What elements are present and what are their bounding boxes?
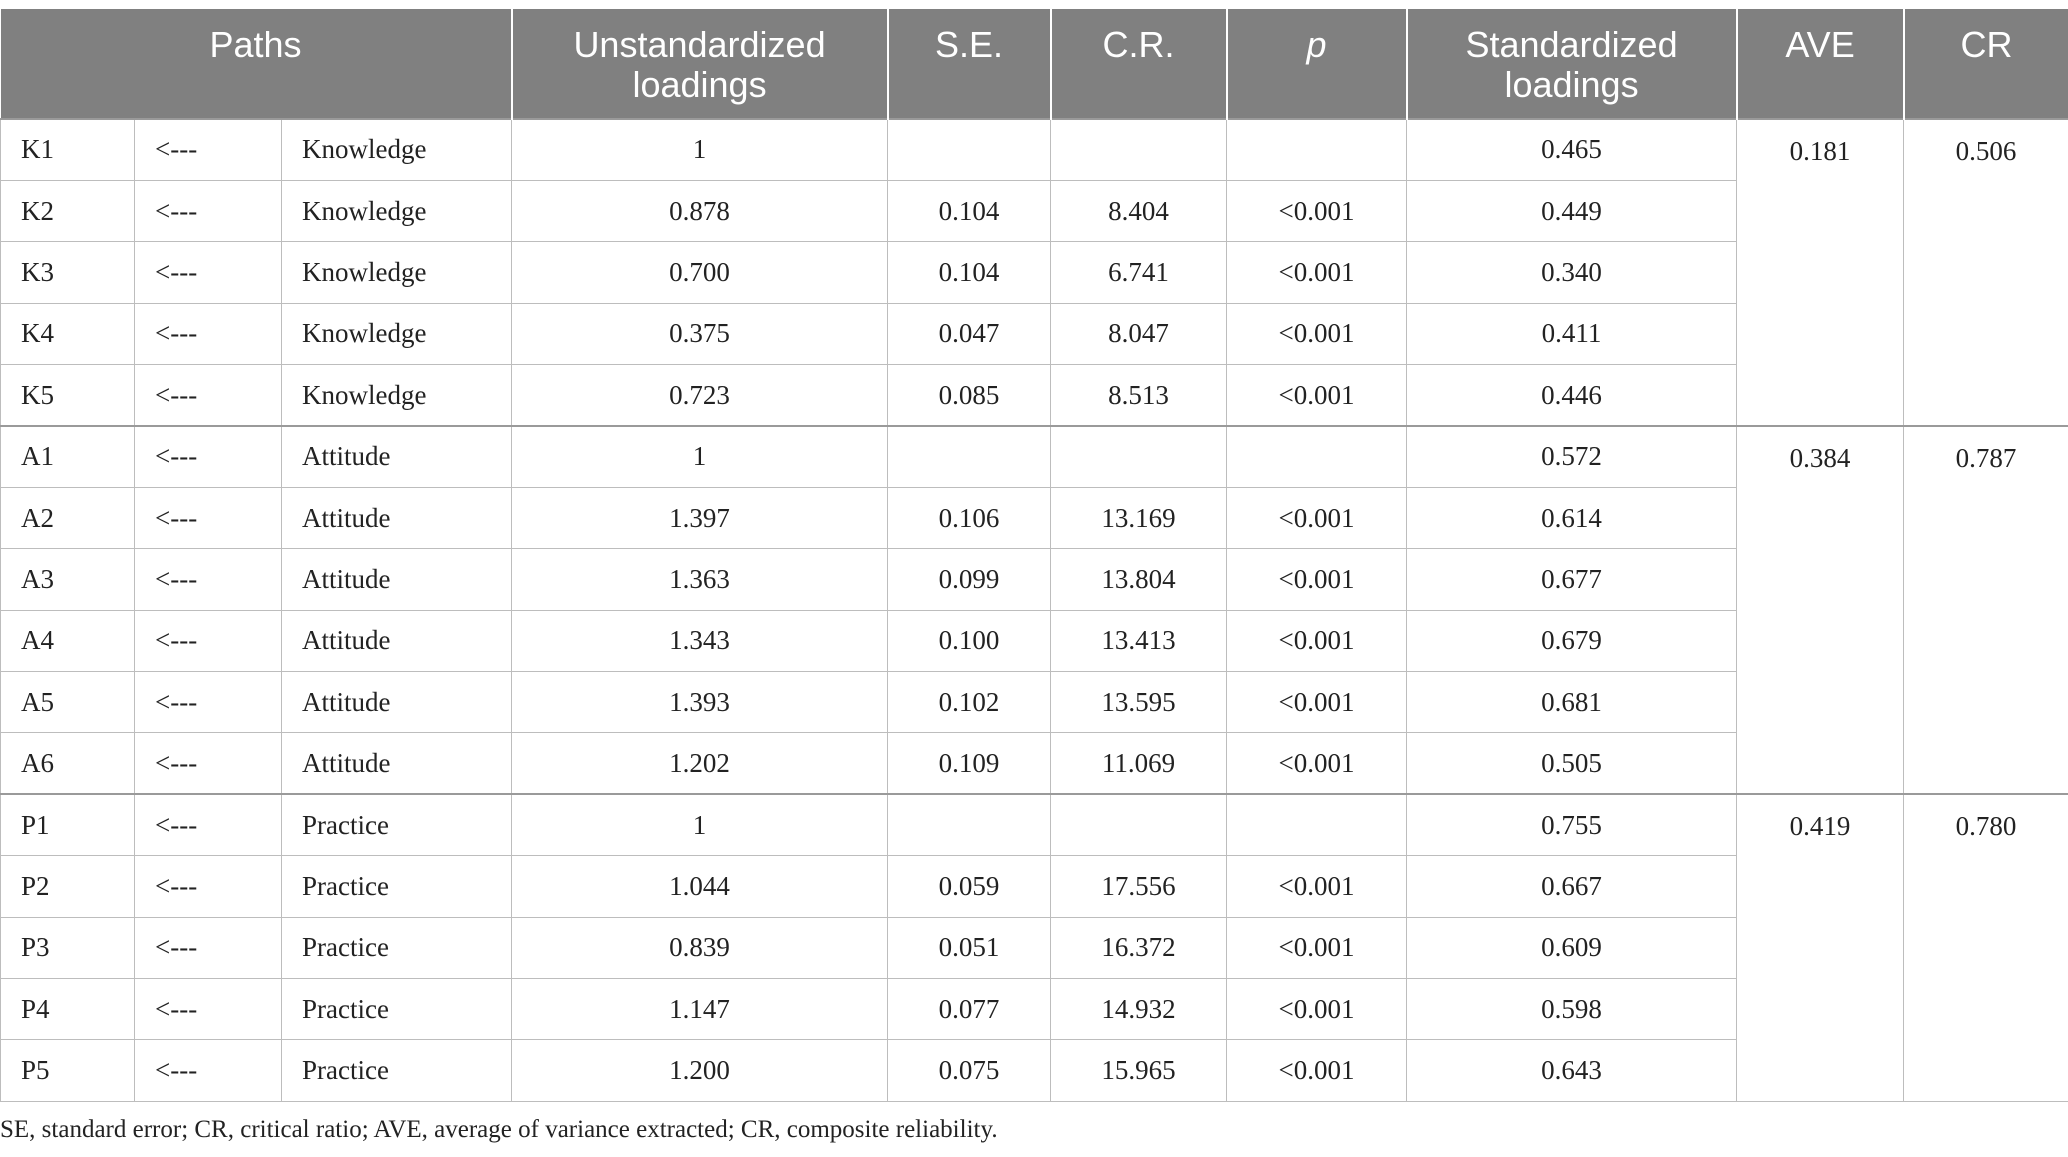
cell-item: P2 [1, 856, 135, 917]
header-standardized-loadings [1407, 9, 1737, 119]
header-unstd-line2: loadings [632, 64, 767, 105]
cell-cr: 14.932 [1051, 978, 1227, 1039]
cell-construct: Attitude [282, 672, 512, 733]
cell-cr [1051, 119, 1227, 180]
cell-arrow: <--- [135, 1040, 282, 1101]
cell-unstd: 1.147 [512, 978, 888, 1039]
cell-construct: Practice [282, 856, 512, 917]
cell-arrow: <--- [135, 365, 282, 426]
cell-ave-attitude: 0.384 [1737, 426, 1904, 794]
header-paths-label: Paths [209, 24, 302, 65]
cell-item: K2 [1, 180, 135, 241]
cell-arrow: <--- [135, 978, 282, 1039]
table-footnote: SE, standard error; CR, critical ratio; AVE, average of variance extracted; CR, composite reliability. [0, 1116, 998, 1143]
cell-se [888, 119, 1051, 180]
cell-construct: Practice [282, 1040, 512, 1101]
cell-unstd: 0.375 [512, 303, 888, 364]
cell-arrow: <--- [135, 672, 282, 733]
cell-construct: Attitude [282, 426, 512, 487]
cell-cr: 11.069 [1051, 733, 1227, 794]
cell-comp-attitude: 0.787 [1904, 426, 2068, 794]
table-header-row [1, 9, 2068, 119]
cell-std: 0.340 [1407, 242, 1737, 303]
cell-cr: 13.804 [1051, 549, 1227, 610]
cell-unstd: 1.200 [512, 1040, 888, 1101]
cell-unstd: 1.044 [512, 856, 888, 917]
cell-construct: Attitude [282, 487, 512, 548]
cell-item: P4 [1, 978, 135, 1039]
cell-item: K1 [1, 119, 135, 180]
cell-item: A5 [1, 672, 135, 733]
cell-unstd: 0.700 [512, 242, 888, 303]
cell-se: 0.099 [888, 549, 1051, 610]
cell-comp-knowledge: 0.506 [1904, 119, 2068, 426]
cell-construct: Practice [282, 917, 512, 978]
cell-cr: 13.595 [1051, 672, 1227, 733]
cell-p: <0.001 [1227, 1040, 1407, 1101]
cell-se: 0.102 [888, 672, 1051, 733]
cell-p: <0.001 [1227, 610, 1407, 671]
header-composite-reliability [1904, 9, 2068, 119]
cell-std: 0.465 [1407, 119, 1737, 180]
cell-std: 0.679 [1407, 610, 1737, 671]
cell-p: <0.001 [1227, 303, 1407, 364]
cell-cr: 6.741 [1051, 242, 1227, 303]
cell-arrow: <--- [135, 303, 282, 364]
cell-std: 0.667 [1407, 856, 1737, 917]
cell-std: 0.598 [1407, 978, 1737, 1039]
cell-arrow: <--- [135, 426, 282, 487]
cell-std: 0.446 [1407, 365, 1737, 426]
cell-arrow: <--- [135, 242, 282, 303]
cell-std: 0.572 [1407, 426, 1737, 487]
cell-construct: Attitude [282, 549, 512, 610]
cell-se: 0.051 [888, 917, 1051, 978]
cell-arrow: <--- [135, 119, 282, 180]
cell-std: 0.505 [1407, 733, 1737, 794]
cell-arrow: <--- [135, 610, 282, 671]
cell-construct: Knowledge [282, 180, 512, 241]
header-unstd-line1: Unstandardized [573, 24, 826, 65]
cell-std: 0.681 [1407, 672, 1737, 733]
header-p-label: p [1306, 24, 1327, 65]
cell-cr: 15.965 [1051, 1040, 1227, 1101]
header-cr-label: C.R. [1102, 24, 1175, 65]
cell-se: 0.104 [888, 180, 1051, 241]
cell-p: <0.001 [1227, 672, 1407, 733]
cell-cr: 8.047 [1051, 303, 1227, 364]
cell-se: 0.106 [888, 487, 1051, 548]
cell-se: 0.109 [888, 733, 1051, 794]
cell-arrow: <--- [135, 487, 282, 548]
table-row [1, 426, 2068, 487]
cell-unstd: 1.343 [512, 610, 888, 671]
cell-arrow: <--- [135, 794, 282, 855]
cell-std: 0.411 [1407, 303, 1737, 364]
cell-unstd: 1.393 [512, 672, 888, 733]
header-std-line2: loadings [1504, 64, 1639, 105]
cell-construct: Attitude [282, 733, 512, 794]
results-table-container [0, 9, 2068, 1102]
cell-item: P3 [1, 917, 135, 978]
cell-p: <0.001 [1227, 487, 1407, 548]
cell-item: A6 [1, 733, 135, 794]
cell-std: 0.614 [1407, 487, 1737, 548]
cell-item: A3 [1, 549, 135, 610]
cell-se [888, 794, 1051, 855]
cell-se: 0.100 [888, 610, 1051, 671]
cell-construct: Practice [282, 978, 512, 1039]
cell-p: <0.001 [1227, 917, 1407, 978]
cell-se: 0.059 [888, 856, 1051, 917]
cell-item: A2 [1, 487, 135, 548]
cell-unstd: 1.202 [512, 733, 888, 794]
cell-cr [1051, 794, 1227, 855]
cell-se: 0.104 [888, 242, 1051, 303]
cell-construct: Knowledge [282, 242, 512, 303]
cell-cr [1051, 426, 1227, 487]
header-ave [1737, 9, 1904, 119]
table-row [1, 119, 2068, 180]
cell-comp-practice: 0.780 [1904, 794, 2068, 1101]
header-comp-label: CR [1960, 24, 2013, 65]
cell-se: 0.047 [888, 303, 1051, 364]
header-paths [1, 9, 512, 119]
cell-construct: Practice [282, 794, 512, 855]
cell-item: P1 [1, 794, 135, 855]
cell-unstd: 0.839 [512, 917, 888, 978]
header-unstandardized-loadings [512, 9, 888, 119]
cell-construct: Knowledge [282, 365, 512, 426]
cell-p: <0.001 [1227, 733, 1407, 794]
header-p [1227, 9, 1407, 119]
cell-se: 0.085 [888, 365, 1051, 426]
cell-se: 0.077 [888, 978, 1051, 1039]
cell-p [1227, 794, 1407, 855]
cell-unstd: 0.878 [512, 180, 888, 241]
cell-item: K3 [1, 242, 135, 303]
cell-construct: Knowledge [282, 119, 512, 180]
cell-unstd: 1 [512, 794, 888, 855]
cell-ave-knowledge: 0.181 [1737, 119, 1904, 426]
header-se-label: S.E. [935, 24, 1004, 65]
cell-p: <0.001 [1227, 856, 1407, 917]
cell-unstd: 1.363 [512, 549, 888, 610]
cell-p: <0.001 [1227, 180, 1407, 241]
cell-cr: 17.556 [1051, 856, 1227, 917]
cell-arrow: <--- [135, 917, 282, 978]
cell-unstd: 1.397 [512, 487, 888, 548]
cell-p: <0.001 [1227, 978, 1407, 1039]
cell-std: 0.609 [1407, 917, 1737, 978]
cell-cr: 16.372 [1051, 917, 1227, 978]
cell-std: 0.755 [1407, 794, 1737, 855]
cell-std: 0.643 [1407, 1040, 1737, 1101]
cell-unstd: 1 [512, 426, 888, 487]
cell-p: <0.001 [1227, 549, 1407, 610]
cell-item: P5 [1, 1040, 135, 1101]
cell-p: <0.001 [1227, 365, 1407, 426]
cell-item: K4 [1, 303, 135, 364]
table-row [1, 794, 2068, 855]
header-std-line1: Standardized [1465, 24, 1678, 65]
cell-unstd: 1 [512, 119, 888, 180]
cell-p: <0.001 [1227, 242, 1407, 303]
cell-std: 0.677 [1407, 549, 1737, 610]
cell-cr: 13.169 [1051, 487, 1227, 548]
cell-arrow: <--- [135, 180, 282, 241]
cell-construct: Knowledge [282, 303, 512, 364]
cell-p [1227, 426, 1407, 487]
cell-item: K5 [1, 365, 135, 426]
cell-cr: 13.413 [1051, 610, 1227, 671]
cell-item: A4 [1, 610, 135, 671]
cell-cr: 8.404 [1051, 180, 1227, 241]
cell-arrow: <--- [135, 856, 282, 917]
cell-std: 0.449 [1407, 180, 1737, 241]
cell-unstd: 0.723 [512, 365, 888, 426]
header-cr [1051, 9, 1227, 119]
header-se [888, 9, 1051, 119]
cell-ave-practice: 0.419 [1737, 794, 1904, 1101]
cell-se [888, 426, 1051, 487]
header-ave-label: AVE [1785, 24, 1855, 65]
table-body [1, 119, 2068, 1101]
cell-arrow: <--- [135, 549, 282, 610]
cell-item: A1 [1, 426, 135, 487]
cell-cr: 8.513 [1051, 365, 1227, 426]
cell-p [1227, 119, 1407, 180]
measurement-model-table [0, 9, 2068, 1102]
cell-construct: Attitude [282, 610, 512, 671]
cell-se: 0.075 [888, 1040, 1051, 1101]
cell-arrow: <--- [135, 733, 282, 794]
